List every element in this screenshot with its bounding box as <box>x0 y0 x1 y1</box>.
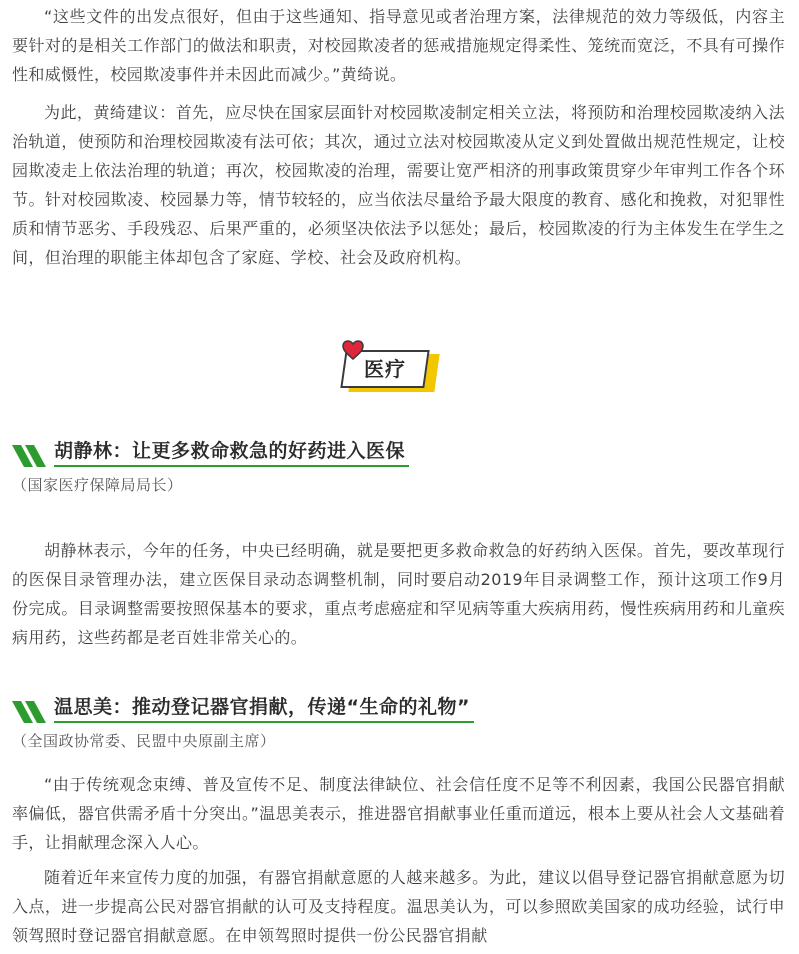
heading-underline <box>54 692 474 723</box>
intro-paragraph-2: 为此，黄绮建议：首先，应尽快在国家层面针对校园欺凌制定相关立法，将预防和治理校园欺凌纳入法治轨道，使预防和治理校园欺凌有法可依；其次，通过立法对校园欺凌从定义到处置做出规范性规定，让校园欺凌走上依法治理的轨道；再次，校园欺凌的治理，需要让宽严相济的刑事政策贯穿少年审判工作各个环节。针对校园欺凌、校园暴力等，情节较轻的，应当依法尽量给予最大限度的教育、感化和挽救，对犯罪性质和情节恶劣、手段残忍、后果严重的，必须坚决依法予以惩处；最后，校园欺凌的行为主体发生在学生之间，但治理的职能主体却包含了家庭、学校、社会及政府机构。 <box>12 103 785 267</box>
person-wen-body <box>12 770 785 950</box>
person-section-hu <box>12 437 785 495</box>
double-slash-icon <box>12 445 52 467</box>
person-heading: 温思美：推动登记器官捐献，传递“生命的礼物” <box>54 696 470 718</box>
heading-underline <box>54 436 409 467</box>
intro-paragraph-1: “这些文件的出发点很好，但由于这些通知、指导意见或者治理方案，法律规范的效力等级低，内容主要针对的是相关工作部门的做法和职责，对校园欺凌者的惩戒措施规定得柔性、笼统而宽泛，不具有可操作性和威慑性，校园欺凌事件并未因此而减少。”黄绮说。 <box>12 7 785 84</box>
person-heading-row <box>12 693 785 723</box>
person-heading-row <box>12 437 785 467</box>
person-role: （国家医疗保障局局长） <box>12 476 183 494</box>
section-label: 医疗 <box>364 357 406 381</box>
body-paragraph: 随着近年来宣传力度的加强，有器官捐献意愿的人越来越多。为此，建议以倡导登记器官捐献意愿为切入点，进一步提高公民对器官捐献的认可及支持程度。温思美认为，可以参照欧美国家的成功经验，试行申领驾照时登记器官捐献意愿。在申领驾照时提供一份公民器官捐献 <box>12 868 785 945</box>
heart-icon <box>342 340 364 360</box>
person-section-wen <box>12 693 785 751</box>
body-paragraph: 胡静林表示，今年的任务，中央已经明确，就是要把更多救命救急的好药纳入医保。首先，要改革现行的医保目录管理办法，建立医保目录动态调整机制，同时要启动2019年目录调整工作，预计这项工作9月份完成。目录调整需要按照保基本的要求，重点考虑癌症和罕见病等重大疾病用药，慢性疾病用药和儿童疾病用药，这些药都是老百姓非常关心的。 <box>12 541 785 647</box>
intro-block <box>12 2 785 272</box>
person-hu-body <box>12 536 785 652</box>
double-slash-icon <box>12 701 52 723</box>
person-role: （全国政协常委、民盟中央原副主席） <box>12 732 276 750</box>
section-badge-medical <box>339 340 443 398</box>
person-heading: 胡静林：让更多救命救急的好药进入医保 <box>54 440 406 462</box>
body-paragraph: “由于传统观念束缚、普及宣传不足、制度法律缺位、社会信任度不足等不利因素，我国公民器官捐献率偏低，器官供需矛盾十分突出。”温思美表示，推进器官捐献事业任重而道远，根本上要从社会人文基础着手，让捐献理念深入人心。 <box>12 775 785 852</box>
